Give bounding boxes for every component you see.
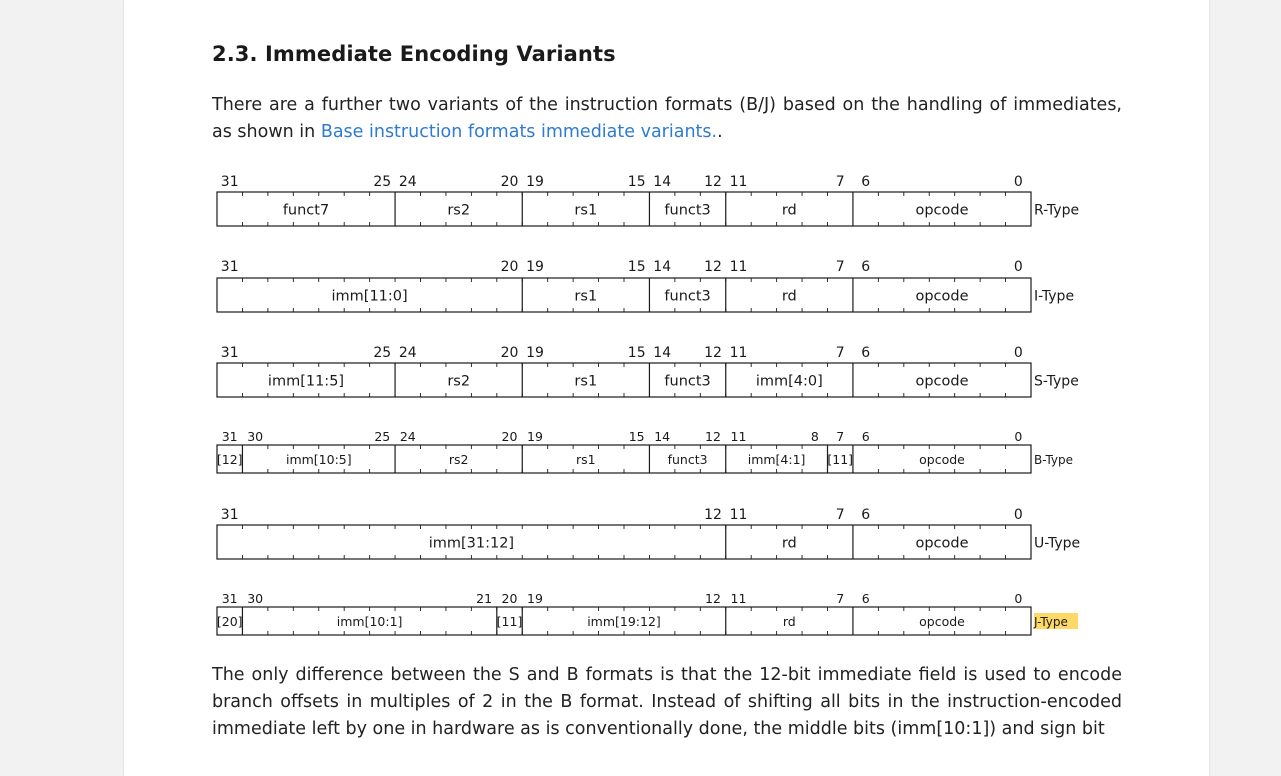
field-name: opcode bbox=[915, 535, 969, 552]
field-name: imm[11:0] bbox=[331, 288, 408, 305]
field-name: rs1 bbox=[574, 288, 598, 305]
bit-number: 0 bbox=[1013, 174, 1023, 190]
field-name: rs2 bbox=[448, 452, 469, 467]
bit-number: 7 bbox=[835, 259, 845, 275]
bit-number: 14 bbox=[653, 345, 672, 361]
field-name: funct3 bbox=[664, 202, 711, 219]
bit-number: 12 bbox=[704, 259, 722, 275]
bit-number: 24 bbox=[398, 345, 417, 361]
field-name: rs1 bbox=[574, 373, 598, 390]
field-name: rs1 bbox=[575, 452, 596, 467]
bit-number: 6 bbox=[861, 259, 871, 275]
field-name: rd bbox=[781, 288, 797, 305]
bit-number: 14 bbox=[654, 429, 671, 444]
field-name: rd bbox=[781, 202, 797, 219]
field-name: imm[11:5] bbox=[267, 373, 345, 390]
bit-number: 11 bbox=[730, 429, 747, 444]
bit-number: 31 bbox=[220, 507, 239, 523]
bit-number: 19 bbox=[527, 429, 543, 444]
bit-number: 7 bbox=[835, 174, 845, 190]
field-name: opcode bbox=[915, 288, 969, 305]
field-name: funct7 bbox=[282, 202, 330, 219]
bit-number: 12 bbox=[704, 345, 722, 361]
formats-variants-link[interactable]: Base instruction formats immediate variants. bbox=[320, 122, 718, 142]
bit-number: 0 bbox=[1013, 259, 1023, 275]
bit-number: 12 bbox=[704, 174, 722, 190]
field-name: imm[4:1] bbox=[747, 452, 806, 467]
bit-number: 21 bbox=[476, 591, 493, 606]
field-name: [11] bbox=[827, 452, 854, 467]
bit-number: 7 bbox=[835, 345, 845, 361]
field-name: opcode bbox=[915, 202, 969, 219]
field-name: imm[10:5] bbox=[285, 452, 352, 467]
bit-number: 6 bbox=[861, 429, 870, 444]
format-row-s-type bbox=[217, 345, 1079, 397]
bit-number: 20 bbox=[501, 429, 518, 444]
field-name: rs2 bbox=[447, 373, 471, 390]
register-box bbox=[217, 192, 1031, 226]
register-box bbox=[217, 525, 1031, 559]
field-name: funct3 bbox=[664, 373, 711, 390]
format-type-label: B-Type bbox=[1034, 453, 1074, 467]
bit-number: 30 bbox=[247, 429, 264, 444]
bit-number: 20 bbox=[500, 259, 519, 275]
bit-number: 31 bbox=[220, 345, 239, 361]
bit-number: 24 bbox=[398, 174, 417, 190]
bit-number: 0 bbox=[1014, 591, 1023, 606]
bit-number: 31 bbox=[221, 429, 238, 444]
bit-number: 7 bbox=[836, 429, 845, 444]
bit-number: 15 bbox=[627, 174, 646, 190]
bit-number: 31 bbox=[221, 591, 238, 606]
bit-number: 15 bbox=[627, 259, 646, 275]
bit-number: 11 bbox=[729, 174, 748, 190]
bit-number: 0 bbox=[1014, 429, 1023, 444]
format-row-j-type bbox=[217, 591, 1078, 635]
bit-number: 31 bbox=[220, 174, 239, 190]
bit-number: 25 bbox=[374, 429, 391, 444]
bit-number: 20 bbox=[500, 345, 519, 361]
bit-number: 15 bbox=[627, 345, 646, 361]
section-heading: 2.3. Immediate Encoding Variants bbox=[212, 42, 616, 66]
format-type-label: U-Type bbox=[1034, 535, 1081, 552]
field-name: [11] bbox=[496, 614, 523, 629]
field-name: [12] bbox=[216, 452, 243, 467]
bit-number: 7 bbox=[836, 591, 845, 606]
bit-number: 25 bbox=[373, 174, 392, 190]
format-type-label: I-Type bbox=[1034, 288, 1075, 305]
format-type-label: S-Type bbox=[1034, 373, 1079, 390]
bit-number: 6 bbox=[861, 174, 871, 190]
field-name: rs1 bbox=[574, 202, 598, 219]
bit-number: 11 bbox=[730, 591, 747, 606]
format-row-i-type bbox=[217, 259, 1074, 312]
bit-number: 12 bbox=[705, 429, 721, 444]
field-name: funct3 bbox=[664, 288, 711, 305]
bit-number: 19 bbox=[527, 591, 543, 606]
format-type-label: R-Type bbox=[1034, 202, 1080, 219]
format-row-u-type bbox=[217, 507, 1080, 559]
bit-number: 30 bbox=[247, 591, 264, 606]
bit-number: 11 bbox=[729, 259, 748, 275]
field-name: imm[19:12] bbox=[587, 614, 661, 629]
bit-number: 6 bbox=[861, 507, 871, 523]
format-type-label: J-Type bbox=[1034, 615, 1068, 629]
bit-number: 14 bbox=[653, 259, 672, 275]
format-row-b-type bbox=[217, 429, 1073, 473]
bit-number: 31 bbox=[220, 259, 239, 275]
bit-number: 6 bbox=[861, 345, 871, 361]
bit-number: 19 bbox=[526, 259, 544, 275]
bit-number: 6 bbox=[861, 591, 870, 606]
bit-number: 11 bbox=[729, 345, 748, 361]
field-name: [20] bbox=[216, 614, 243, 629]
field-name: imm[10:1] bbox=[336, 614, 403, 629]
field-name: imm[31:12] bbox=[428, 535, 515, 552]
format-row-r-type bbox=[217, 174, 1079, 226]
outro-paragraph: The only difference between the S and B formats is that the 12-bit immediate field is used to encode branch offsets in multiples of 2 in the B format. Instead of shifting all bits in the instruction-encoded immediate left by one in hardware as is conventionally done, the middle bits (imm[10:1]) and sign bit bbox=[212, 665, 1122, 739]
bit-number: 0 bbox=[1013, 345, 1023, 361]
bit-number: 20 bbox=[500, 174, 519, 190]
bit-number: 12 bbox=[705, 591, 721, 606]
bit-number: 24 bbox=[399, 429, 416, 444]
field-name: rd bbox=[781, 535, 797, 552]
field-name: opcode bbox=[915, 373, 969, 390]
bit-number: 14 bbox=[653, 174, 672, 190]
bit-number: 20 bbox=[501, 591, 518, 606]
field-name: rs2 bbox=[447, 202, 471, 219]
bit-number: 11 bbox=[729, 507, 748, 523]
bit-number: 19 bbox=[526, 174, 544, 190]
bit-number: 25 bbox=[373, 345, 392, 361]
field-name: rd bbox=[782, 614, 796, 629]
bit-number: 15 bbox=[628, 429, 645, 444]
bit-number: 19 bbox=[526, 345, 544, 361]
field-name: opcode bbox=[919, 614, 965, 629]
field-name: funct3 bbox=[667, 452, 708, 467]
bit-number: 0 bbox=[1013, 507, 1023, 523]
field-name: opcode bbox=[919, 452, 965, 467]
intro-text: There are a further two variants of the instruction formats (B/J) based on the handling of immediates, as shown in bbox=[212, 95, 1122, 142]
bit-number: 8 bbox=[810, 429, 819, 444]
field-name: imm[4:0] bbox=[755, 373, 823, 390]
bit-number: 7 bbox=[835, 507, 845, 523]
bit-number: 12 bbox=[704, 507, 722, 523]
intro-trailing-period: . bbox=[717, 122, 723, 142]
